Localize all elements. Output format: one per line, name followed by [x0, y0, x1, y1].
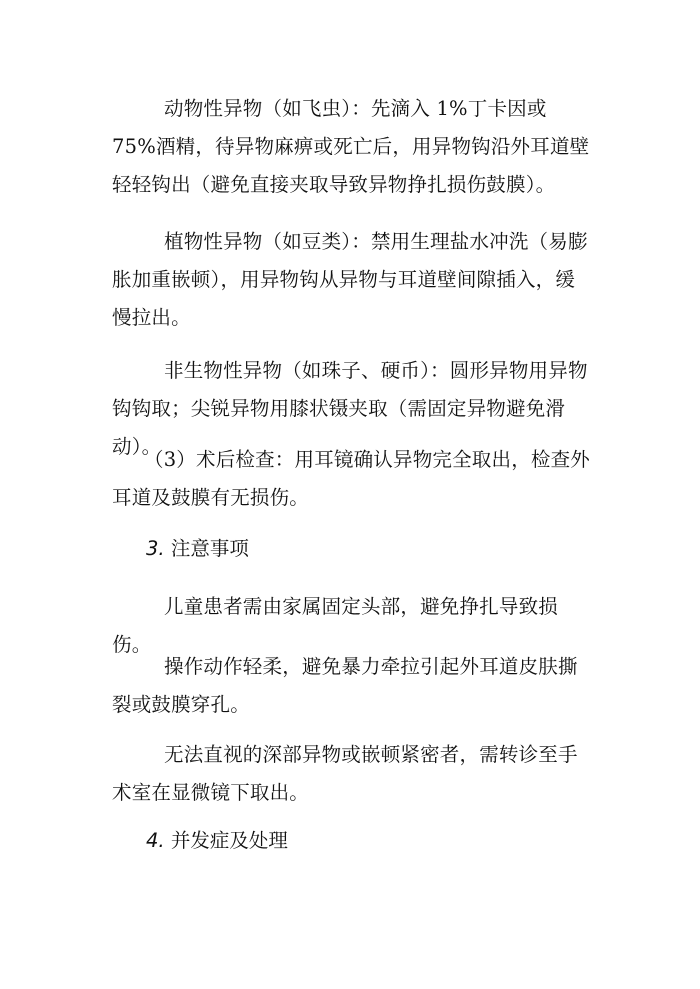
paragraph-nonliving-foreign-body: 非生物性异物（如珠子、硬币）：圆形异物用异物钩钩取；尖锐异物用膝状镊夹取（需固定异物避免滑动）。 [112, 359, 588, 458]
heading-complications-number: 4. [146, 829, 165, 852]
heading-complications-text: 并发症及处理 [170, 829, 288, 852]
paragraph-deep-foreign-body: 无法直视的深部异物或嵌顿紧密者，需转诊至手术室在显微镜下取出。 [112, 743, 578, 804]
heading-notes-text: 注意事项 [170, 537, 249, 560]
paragraph-animal-foreign-body: 动物性异物（如飞虫）：先滴入 1%丁卡因或 75%酒精，待异物麻痹或死亡后，用异物钩沿外耳道壁轻轻钩出（避免直接夹取导致异物挣扎损伤鼓膜）。 [112, 97, 590, 196]
paragraph-child-patients: 儿童患者需由家属固定头部，避免挣扎导致损伤。 [112, 595, 559, 656]
paragraph-post-check: （3）术后检查：用耳镜确认异物完全取出，检查外耳道及鼓膜有无损伤。 [112, 448, 591, 509]
heading-notes-number: 3. [146, 537, 165, 560]
paragraph-plant-foreign-body: 植物性异物（如豆类）：禁用生理盐水冲洗（易膨胀加重嵌顿），用异物钩从异物与耳道壁间隙插入，缓慢拉出。 [112, 230, 588, 329]
heading-complications [146, 822, 288, 860]
heading-notes [146, 530, 249, 568]
paragraph-gentle-operation: 操作动作轻柔，避免暴力牵拉引起外耳道皮肤撕裂或鼓膜穿孔。 [112, 655, 578, 716]
